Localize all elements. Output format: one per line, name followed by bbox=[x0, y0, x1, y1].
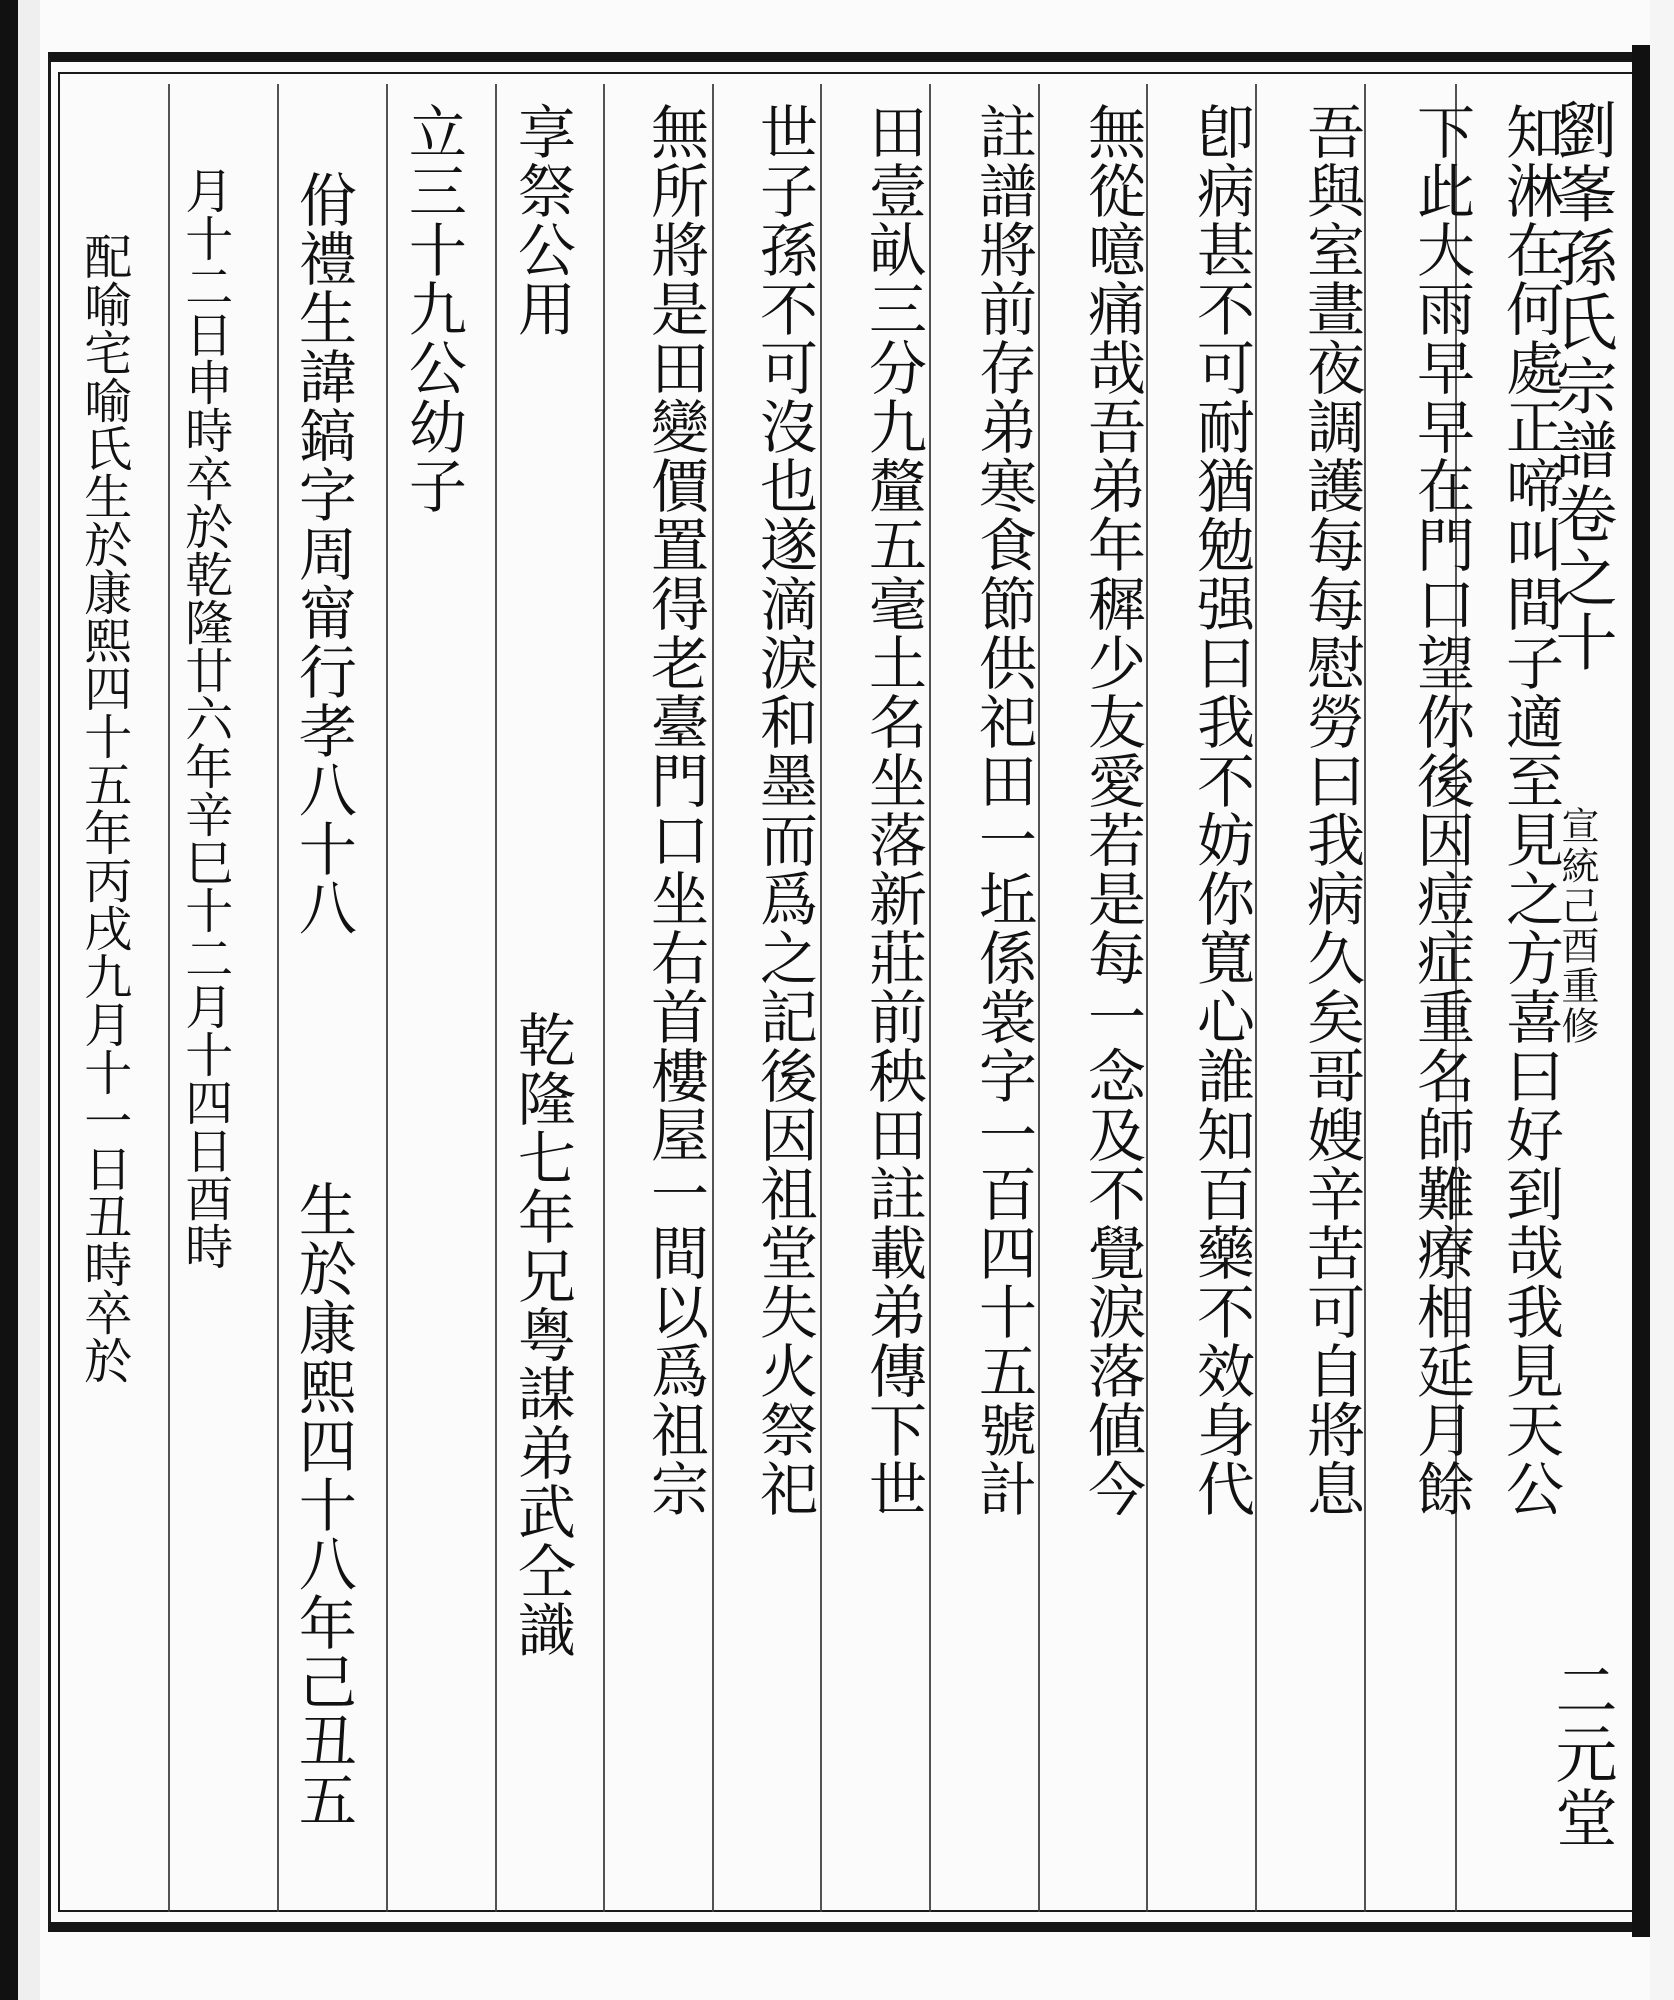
column-rule bbox=[495, 84, 497, 1912]
folio-mark: 二元堂 bbox=[1545, 1658, 1618, 1850]
header-divider bbox=[1634, 88, 1638, 1908]
text-column: 田壹畒三分九釐五毫土名坐落新莊前秧田註載弟傳下世 bbox=[859, 102, 927, 1518]
text-column: 卽病甚不可耐猶勉强曰我不妨你寬心誰知百藥不效身代 bbox=[1187, 102, 1255, 1518]
text-column: 下此大雨早早在門口望你後因痘症重名師難療相延月餘 bbox=[1407, 102, 1475, 1518]
text-column: 月十二日申時卒於乾隆廿六年辛巳十二月十四日酉時 bbox=[176, 166, 233, 1270]
text-column: 配喻宅喻氏生於康熙四十五年丙戌九月十一日丑時卒於 bbox=[75, 232, 132, 1384]
column-rule bbox=[386, 84, 388, 1912]
text-column: 享祭公用 bbox=[507, 102, 576, 338]
text-column: 吾與室晝夜調護每每慰勞曰我病久矣哥嫂辛苦可自將息 bbox=[1297, 102, 1365, 1518]
column-rule bbox=[820, 84, 822, 1912]
text-column: 佾禮生諱鎬字周甯行孝八十八 bbox=[288, 170, 357, 937]
column-rule bbox=[1038, 84, 1040, 1912]
text-column: 知淋在何處正啼叫間子適至見之方喜曰好到哉我見天公 bbox=[1496, 102, 1564, 1518]
text-column: 世子孫不可沒也遂滴淚和墨而爲之記後因祖堂失火祭祀 bbox=[750, 102, 818, 1518]
edition-note: 宣統己酉重修 bbox=[1555, 806, 1599, 1046]
book-title-text: 劉峯孫氏宗譜 bbox=[1545, 98, 1618, 482]
right-page-edge bbox=[1650, 0, 1674, 2000]
signature-line: 乾隆七年兄粤謀弟武仝識 bbox=[507, 1010, 576, 1659]
column-rule bbox=[277, 84, 279, 1912]
text-column: 生於康熙四十八年己丑五 bbox=[288, 1180, 357, 1829]
column-rule bbox=[929, 84, 931, 1912]
text-column: 立三十九公幼子 bbox=[398, 102, 467, 515]
text-column: 註譜將前存弟寒食節供祀田一坵係裳字一百四十五號計 bbox=[969, 102, 1037, 1518]
text-column: 無所將是田變價置得老臺門口坐右首樓屋一間以爲祖宗 bbox=[641, 102, 709, 1518]
column-rule bbox=[168, 84, 170, 1912]
column-rule bbox=[603, 84, 605, 1912]
left-page-edge bbox=[18, 0, 42, 2000]
left-binding-shadow bbox=[0, 0, 18, 2000]
volume-text: 卷之十 bbox=[1545, 482, 1618, 674]
text-column: 無從噫痛哉吾弟年穉少友愛若是每一念及不覺淚落値今 bbox=[1078, 102, 1146, 1518]
column-rule bbox=[712, 84, 714, 1912]
